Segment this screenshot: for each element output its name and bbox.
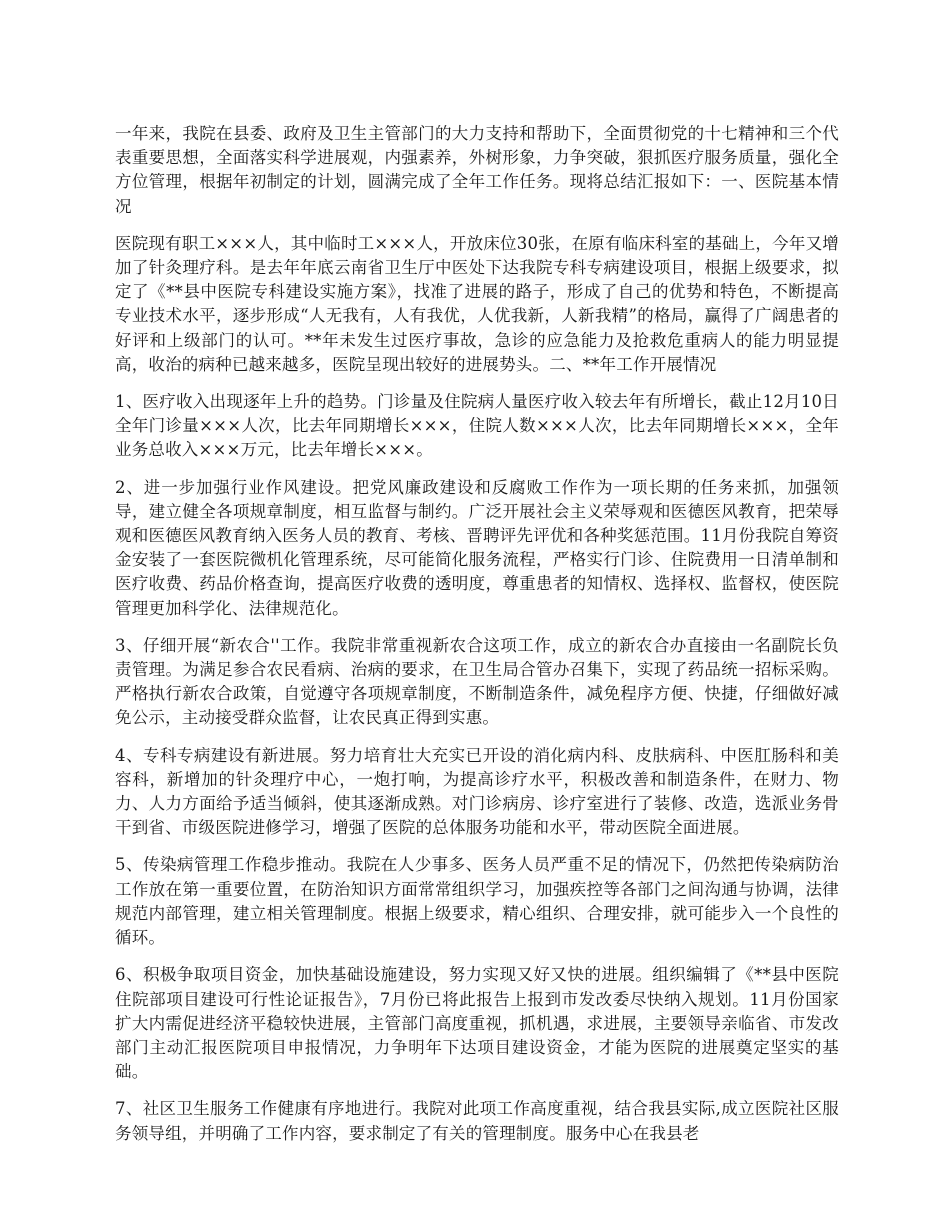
paragraph-intro: 一年来，我院在县委、政府及卫生主管部门的大力支持和帮助下，全面贯彻党的十七精神和三个代表重要思想，全面落实科学进展观，内强素养，外树形象，力争突破，狠抓医疗服务质量，强化全方位管理，根据年初制定的计划，圆满完成了全年工作任务。现将总结汇报如下：一、医院基本情况 — [115, 124, 839, 216]
paragraph-item-5: 5、传染病管理工作稳步推动。我院在人少事多、医务人员严重不足的情况下，仍然把传染病防治工作放在第一重要位置，在防治知识方面常常组织学习，加强疾控等各部门之间沟通与协调，法律规范内部管理，建立相关管理制度。根据上级要求，精心组织、合理安排，就可能步入一个良性的循环。 — [115, 855, 839, 948]
paragraph-item-6: 6、积极争取项目资金，加快基础设施建设，努力实现又好又快的进展。组织编辑了《**县中医院住院部项目建设可行性论证报告》，7月份已将此报告上报到市发改委尽快纳入规划。11月份国家扩大内需促进经济平稳较快进展，主管部门高度重视，抓机遇，求进展，主要领导亲临省、市发改部门主动汇报医院项目申报情况，力争明年下达项目建设资金，才能为医院的进展奠定坚实的基础。 — [115, 965, 839, 1082]
paragraph-item-2: 2、进一步加强行业作风建设。把党风廉政建设和反腐败工作作为一项长期的任务来抓，加强领导，建立健全各项规章制度，相互监督与制约。广泛开展社会主义荣辱观和医德医风教育，把荣辱观和医德医风教育纳入医务人员的教育、考核、晋聘评先评优和各种奖惩范围。11月份我院自筹资金安装了一套医院微机化管理系统，尽可能简化服务流程，严格实行门诊、住院费用一日清单制和医疗收费、药品价格查询，提高医疗收费的透明度，尊重患者的知情权、选择权、监督权，使医院管理更加科学化、法律规范化。 — [115, 477, 839, 618]
paragraph-hospital-overview: 医院现有职工×××人，其中临时工×××人，开放床位30张，在原有临床科室的基础上，今年又增加了针灸理疗科。是去年年底云南省卫生厅中医处下达我院专科专病建设项目，根据上级要求，拟定了《**县中医院专科建设实施方案》，找准了进展的路子，形成了自己的优势和特色，不断提高专业技术水平，逐步形成“人无我有，人有我优，人优我新，人新我精”的格局，赢得了广阔患者的好评和上级部门的认可。**年未发生过医疗事故，急诊的应急能力及抢救危重病人的能力明显提高，收治的病种已越来越多，医院呈现出较好的进展势头。二、**年工作开展情况 — [115, 233, 839, 374]
document-body — [115, 122, 839, 1159]
paragraph-item-7: 7、社区卫生服务工作健康有序地进行。我院对此项工作高度重视，结合我县实际,成立医院社区服务领导组，并明确了工作内容，要求制定了有关的管理制度。服务中心在我县老 — [115, 1099, 839, 1143]
paragraph-item-4: 4、专科专病建设有新进展。努力培育壮大充实已开设的消化病内科、皮肤病科、中医肛肠科和美容科，新增加的针灸理疗中心，一炮打响，为提高诊疗水平，积极改善和制造条件，在财力、物力、人力方面给予适当倾斜，使其逐渐成熟。对门诊病房、诊疗室进行了装修、改造，选派业务骨干到省、市级医院进修学习，增强了医院的总体服务功能和水平，带动医院全面进展。 — [115, 745, 839, 838]
paragraph-item-1: 1、医疗收入出现逐年上升的趋势。门诊量及住院病人量医疗收入较去年有所增长，截止12月10日全年门诊量×××人次，比去年同期增长×××，住院人数×××人次，比去年同期增长×××，全年业务总收入×××万元，比去年增长×××。 — [115, 392, 839, 460]
paragraph-item-3: 3、仔细开展“新农合''工作。我院非常重视新农合这项工作，成立的新农合办直接由一名副院长负责管理。为满足参合农民看病、治病的要求，在卫生局合管办召集下，实现了药品统一招标采购。严格执行新农合政策，自觉遵守各项规章制度，不断制造条件，减免程序方便、快捷，仔细做好减免公示，主动接受群众监督，让农民真正得到实惠。 — [115, 635, 839, 728]
